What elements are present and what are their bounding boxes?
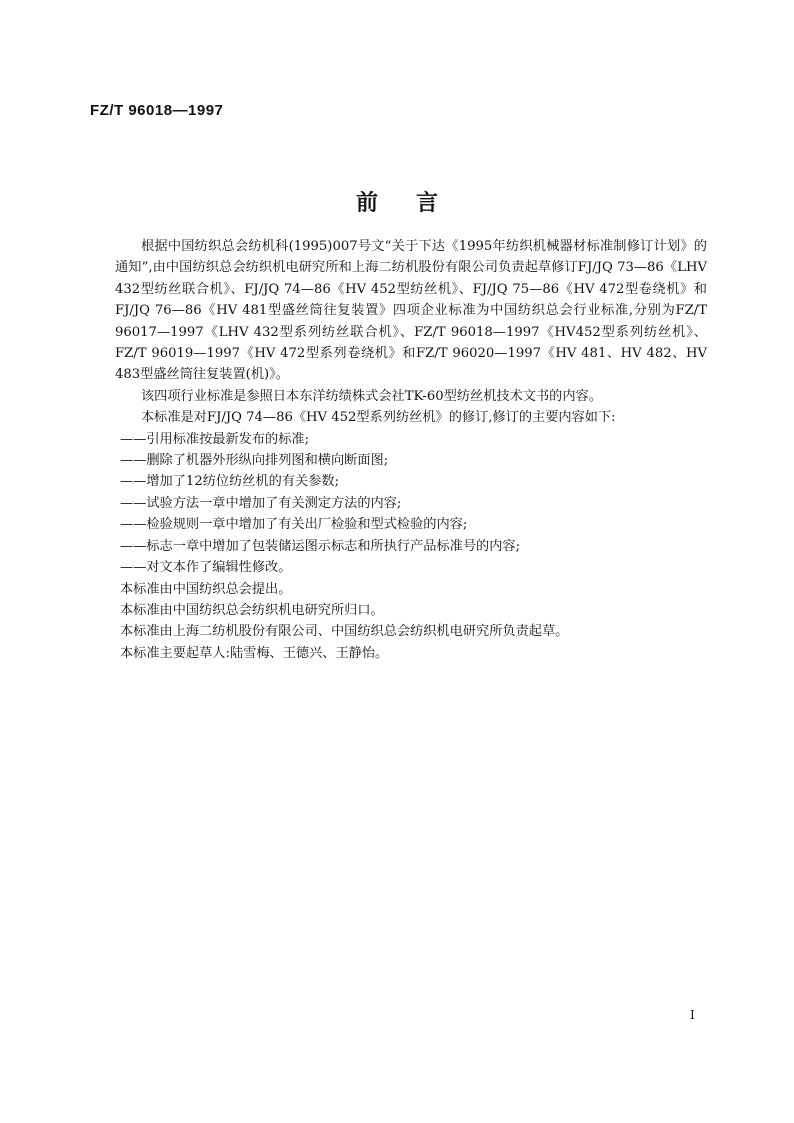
closing-drafters: 本标准主要起草人:陆雪梅、王德兴、王静怡。: [120, 645, 389, 661]
change-item: ——标志一章中增加了包装储运图示标志和所执行产品标准号的内容;: [120, 538, 521, 554]
change-item: ——增加了12纺位纺丝机的有关参数;: [120, 474, 340, 490]
page-title: 前言: [355, 190, 476, 216]
change-item: ——检验规则一章中增加了有关出厂检验和型式检验的内容;: [120, 517, 468, 533]
change-item: ——引用标准按最新发布的标准;: [120, 431, 310, 447]
standard-code: FZ/T 96018—1997: [90, 102, 224, 119]
document-body: [115, 236, 707, 664]
paragraph-revision-intro: 本标准是对FJ/JQ 74—86《HV 452型系列纺丝机》的修订,修订的主要内容如下:: [141, 410, 616, 426]
change-item: ——试验方法一章中增加了有关测定方法的内容;: [120, 495, 402, 511]
closing-administrator: 本标准由中国纺织总会纺织机电研究所归口。: [120, 602, 384, 618]
change-item: ——删除了机器外形纵向排列图和横向断面图;: [120, 453, 389, 469]
paragraph-reference: 该四项行业标准是参照日本东洋纺绩株式会社TK-60型纺丝机技术文书的内容。: [141, 388, 602, 404]
closing-drafting-units: 本标准由上海二纺机股份有限公司、中国纺织总会纺织机电研究所负责起草。: [120, 624, 569, 640]
closing-proposer: 本标准由中国纺织总会提出。: [120, 581, 292, 597]
page-number: I: [690, 1008, 695, 1022]
paragraph-background: 根据中国纺织总会纺机科(1995)007号文“关于下达《1995年纺织机械器材标准制修订计划》的通知”,由中国纺织总会纺织机电研究所和上海二纺机股份有限公司负责起草修订FJ/JQ 73—86《LHV 432型纺丝联合机》、FJ/JQ 74—86《HV 452型纺丝机》、FJ/JQ 75—86《HV 472型卷绕机》和FJ/JQ 76—86《HV 481型盛丝筒往复装置》四项企业标准为中国纺织总会行业标准,分别为FZ/T 96017—1997《LHV 432型系列纺丝联合机》、FZ/T 96018—1997《HV452型系列纺丝机》、FZ/T 96019—1997《HV 472型系列卷绕机》和FZ/T 96020—1997《HV 481、HV 482、HV 483型盛丝筒往复装置(机)》。: [115, 239, 707, 383]
change-item: ——对文本作了编辑性修改。: [120, 560, 292, 576]
